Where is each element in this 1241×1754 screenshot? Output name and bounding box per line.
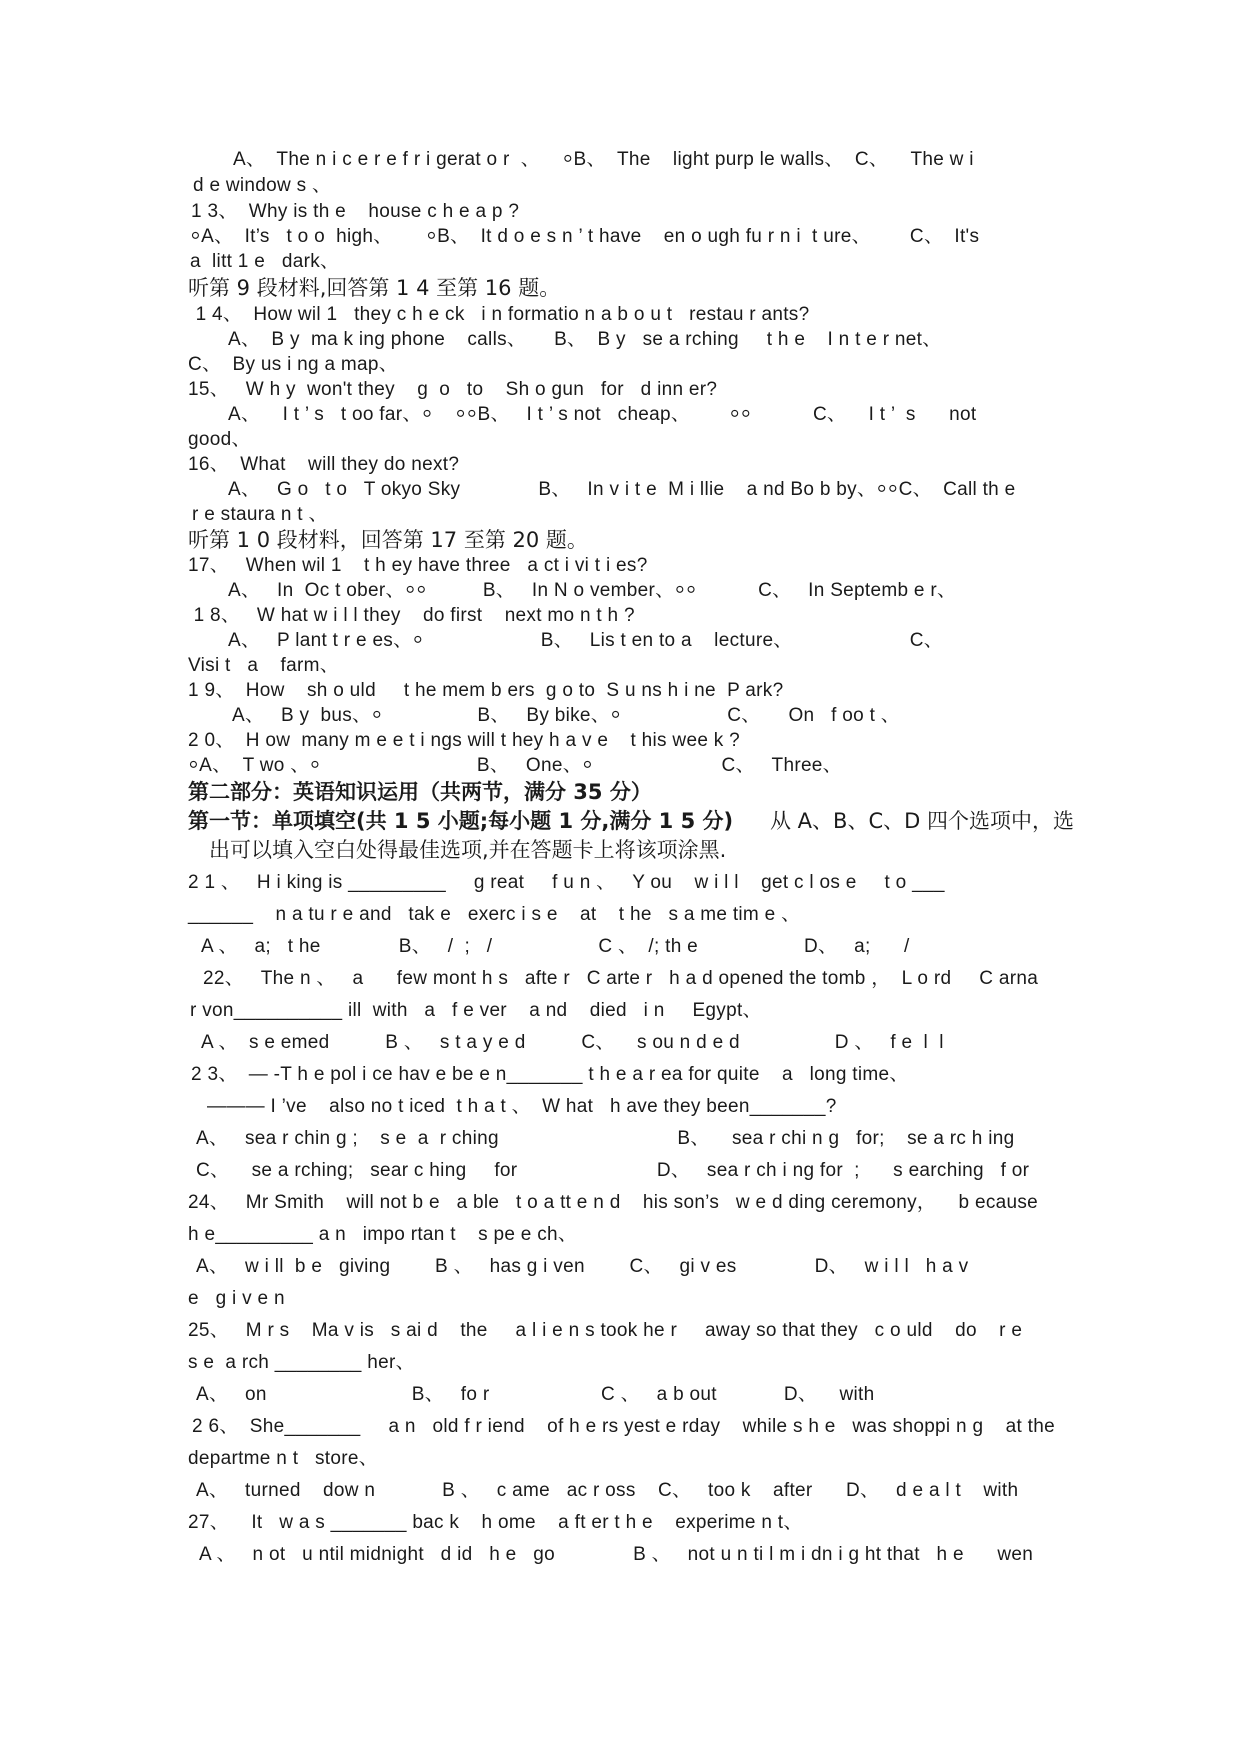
instruction-line: 出可以填入空白处得最佳选项,并在答题卡上将该项涂黑. <box>209 838 727 862</box>
question-line: 1 9、 How sh o uld t he mem b ers g o to S u ns h i ne P ark? <box>188 680 784 701</box>
question-line: 22、 The n 、 a few mont h s afte r C arte r h a d opened the tomb ， L o rd C arna <box>203 968 1039 989</box>
question-line: departme n t store、 <box>188 1448 379 1469</box>
question-line: r e staura n t 、 <box>192 504 328 525</box>
question-line: 15、 W h y won't they g o to Sh o gun for d inn er? <box>188 379 718 400</box>
question-line: 1 8、 W hat w i l l they do first next mo n t h ? <box>188 605 635 626</box>
instruction-line: 听第 1 0 段材料，回答第 17 至第 20 题。 <box>188 528 588 552</box>
question-line: 1 3、 Why is th e house c h e a p ? <box>191 201 520 222</box>
question-line: 2 3、 — -T h e pol i ce hav e be e n_______ t h e a r ea for quite a long time、 <box>191 1064 909 1085</box>
question-line: s e a rch ________ her、 <box>188 1352 415 1373</box>
question-line: ——— I ’ve also no t iced t h a t 、 W hat h ave they been_______? <box>207 1096 837 1117</box>
question-line: e g i v e n <box>188 1288 285 1309</box>
question-line: A 、 s e emed B 、 s t a y e d C、 s ou n d e d D 、 f e l l <box>201 1032 944 1053</box>
question-line: ⸰A、 It’s t o o high、 ⸰B、 It d o e s n ’ t have en o ugh fu r n i t ure、 C、 It's <box>190 226 980 247</box>
question-line: A、 I t ’ s t oo far、⸰ ⸰⸰B、 I t ’ s not cheap、 ⸰⸰ C、 I t ’ s not <box>228 404 977 425</box>
question-line: A、 B y bus、⸰ B、 By bike、⸰ C、 On f oo t 、 <box>232 705 901 726</box>
question-line: A、 sea r chin g ; s e a r ching B、 sea r chi n g for; se a rc h ing <box>196 1128 1015 1149</box>
question-line: ⸰A、 T wo 、⸰ B、 One、⸰ C、 Three、 <box>188 755 842 776</box>
question-line: C、 se a rching; sear c hing for D、 sea r ch i ng for ; s earching f or <box>196 1160 1030 1181</box>
question-line: d e window s 、 <box>193 175 332 196</box>
question-line: 1 4、 How wil 1 they c h e ck i n formatio n a b o u t restau r ants? <box>190 304 810 325</box>
question-line: h e_________ a n impo rtan t s pe e ch、 <box>188 1224 578 1245</box>
question-line: 27、 It w a s _______ bac k h ome a ft er t h e experime n t、 <box>188 1512 803 1533</box>
section-heading: 第二部分：英语知识运用（共两节，满分 35 分） <box>188 780 652 804</box>
question-line: r von__________ ill with a f e ver a nd died i n Egypt、 <box>190 1000 762 1021</box>
question-line: A、 turned dow n B 、 c ame ac r oss C、 too k after D、 d e a l t with <box>196 1480 1019 1501</box>
question-line: 2 1 、 H i king is _________ g reat f u n 、 Y ou w i l l get c l os e t o ___ <box>188 872 945 893</box>
question-line: good、 <box>188 429 251 450</box>
question-line: 16、 What will they do next? <box>188 454 460 475</box>
question-line: C、 By us i ng a map、 <box>188 354 399 375</box>
question-line: 24、 Mr Smith will not b e a ble t o a tt e n d his son’s w e d ding ceremony， b ecause <box>188 1192 1039 1213</box>
question-line: A 、 n ot u ntil midnight d id h e go B 、 not u n ti l m i dn i g ht that h e wen <box>199 1544 1034 1565</box>
question-line: 25、 M r s Ma v is s ai d the a l i e n s took he r away so that they c o uld do r e <box>188 1320 1023 1341</box>
section-heading: 第一节：单项填空(共 1 5 小题;每小题 1 分,满分 1 5 分) <box>188 809 734 833</box>
question-line: A、 The n i c e r e f r i gerat o r 、 ⸰B、 The light purp le walls、 C、 The w i <box>233 149 974 170</box>
question-line: A、 P lant t r e es、⸰ B、 Lis t en to a lecture、 C、 <box>228 630 944 651</box>
question-line: ______ n a tu r e and tak e exerc i s e at t he s a me tim e 、 <box>188 904 801 925</box>
question-line: a litt 1 e dark、 <box>190 251 340 272</box>
instruction-line: 听第 9 段材料,回答第 1 4 至第 16 题。 <box>188 276 561 300</box>
question-line: 2 0、 H ow many m e e t i ngs will t hey h a v e t his wee k ? <box>188 730 741 751</box>
question-line: A、 G o t o T okyo Sky B、 In v i t e M i llie a nd Bo b by、⸰⸰C、 Call th e <box>228 479 1016 500</box>
question-line: A、 B y ma k ing phone calls、 B、 B y se a rching t h e I n t e r net、 <box>228 329 942 350</box>
question-line: A 、 a; t he B、 / ; / C 、 /; th e D、 a; / <box>201 936 910 957</box>
question-line: Visi t a farm、 <box>188 655 340 676</box>
question-line: A、 on B、 fo r C 、 a b out D、 with <box>196 1384 875 1405</box>
question-line: 2 6、 She_______ a n old f r iend of h e rs yest e rday while s h e was shoppi n g at the <box>192 1416 1055 1437</box>
question-line: 从 A、B、C、D 四个选项中，选 <box>770 809 1074 833</box>
question-line: A、 In Oc t ober、⸰⸰ B、 In N o vember、⸰⸰ C、 In Septemb e r、 <box>228 580 957 601</box>
question-line: 17、 When wil 1 t h ey have three a ct i vi t i es? <box>188 555 648 576</box>
question-line: A、 w i ll b e giving B 、 has g i ven C、 gi v es D、 w i l l h a v <box>196 1256 969 1277</box>
